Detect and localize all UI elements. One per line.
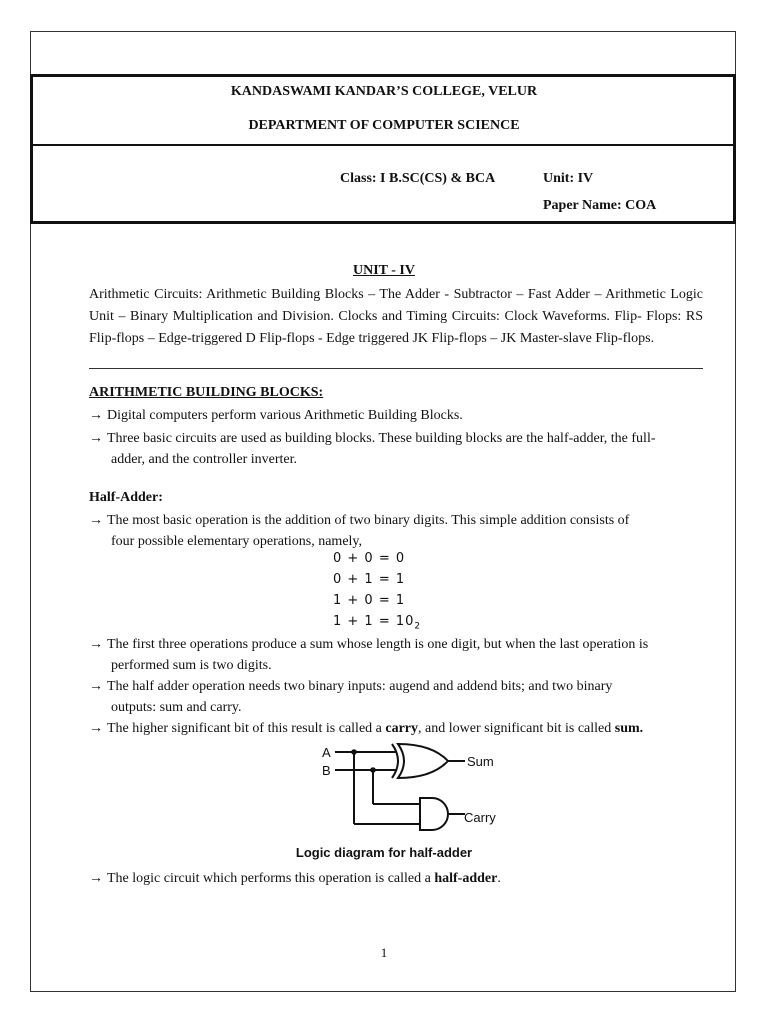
input-b-label: B [322, 763, 331, 778]
list-item: → The first three operations produce a sum whose length is one digit, but when the last operation is performed sum is two digits. [89, 634, 709, 676]
arrow-icon: → [89, 721, 103, 736]
class-label: Class: I B.SC(CS) & BCA [340, 171, 496, 186]
equation-line: $1 + 1 = 10_2$ [333, 614, 422, 632]
list-item: → The most basic operation is the addition of two binary digits. This simple addition consists of four possible elementary operations, namely, [89, 510, 709, 552]
sum-label: Sum [467, 754, 494, 769]
college-name: KANDASWAMI KANDAR’S COLLEGE, VELUR [230, 84, 538, 99]
half-adder-heading: Half-Adder: [89, 490, 163, 505]
junction-a [351, 749, 357, 755]
xor-extra-arc [392, 744, 398, 778]
department-name: DEPARTMENT OF COMPUTER SCIENCE [248, 118, 520, 133]
unit-label: Unit: IV [543, 171, 594, 186]
equation-line: 0 + 0 = 0 [333, 551, 406, 566]
header-divider [30, 144, 736, 146]
unit-title: UNIT - IV [353, 263, 415, 278]
list-item: → Three basic circuits are used as building blocks. These building blocks are the half-adder, the full- adder, and the controller inverter. [89, 428, 709, 470]
carry-label: Carry [464, 810, 496, 825]
arrow-icon: → [89, 431, 103, 446]
list-item: → The half adder operation needs two binary inputs: augend and addend bits; and two binary outputs: sum and carry. [89, 676, 709, 718]
diagram-caption: Logic diagram for half-adder [295, 845, 473, 860]
equation-line: 0 + 1 = 1 [333, 572, 406, 587]
section-rule [89, 368, 703, 369]
xor-gate [398, 744, 448, 778]
and-gate [420, 798, 448, 830]
page-number: 1 [380, 945, 388, 960]
arrow-icon: → [89, 513, 103, 528]
junction-b [370, 767, 376, 773]
input-a-label: A [322, 745, 331, 760]
arrow-icon: → [89, 637, 103, 652]
half-adder-logic-diagram [300, 738, 520, 838]
list-item: → Digital computers perform various Arithmetic Building Blocks. [89, 405, 709, 426]
arrow-icon: → [89, 679, 103, 694]
equation-line: 1 + 0 = 1 [333, 593, 406, 608]
arrow-icon: → [89, 408, 103, 423]
list-item: → The higher significant bit of this result is called a carry, and lower significant bit is called sum. [89, 718, 709, 739]
paper-label: Paper Name: COA [543, 198, 657, 213]
syllabus-text: Arithmetic Circuits: Arithmetic Building Blocks – The Adder - Subtractor – Fast Adder – Arithmetic Logic Unit – Binary Multiplication and Division. Clocks and Timing Circuits: Clock Waveforms. Flip- Flops: RS Flip-flops – Edge-triggered D Flip-flops - Edge triggered JK Flip-flops – JK Master-slave Flip-flops. [89, 287, 703, 346]
section-heading: ARITHMETIC BUILDING BLOCKS: [89, 385, 324, 400]
arrow-icon: → [89, 871, 103, 886]
list-item: → The logic circuit which performs this operation is called a half-adder. [89, 868, 709, 889]
